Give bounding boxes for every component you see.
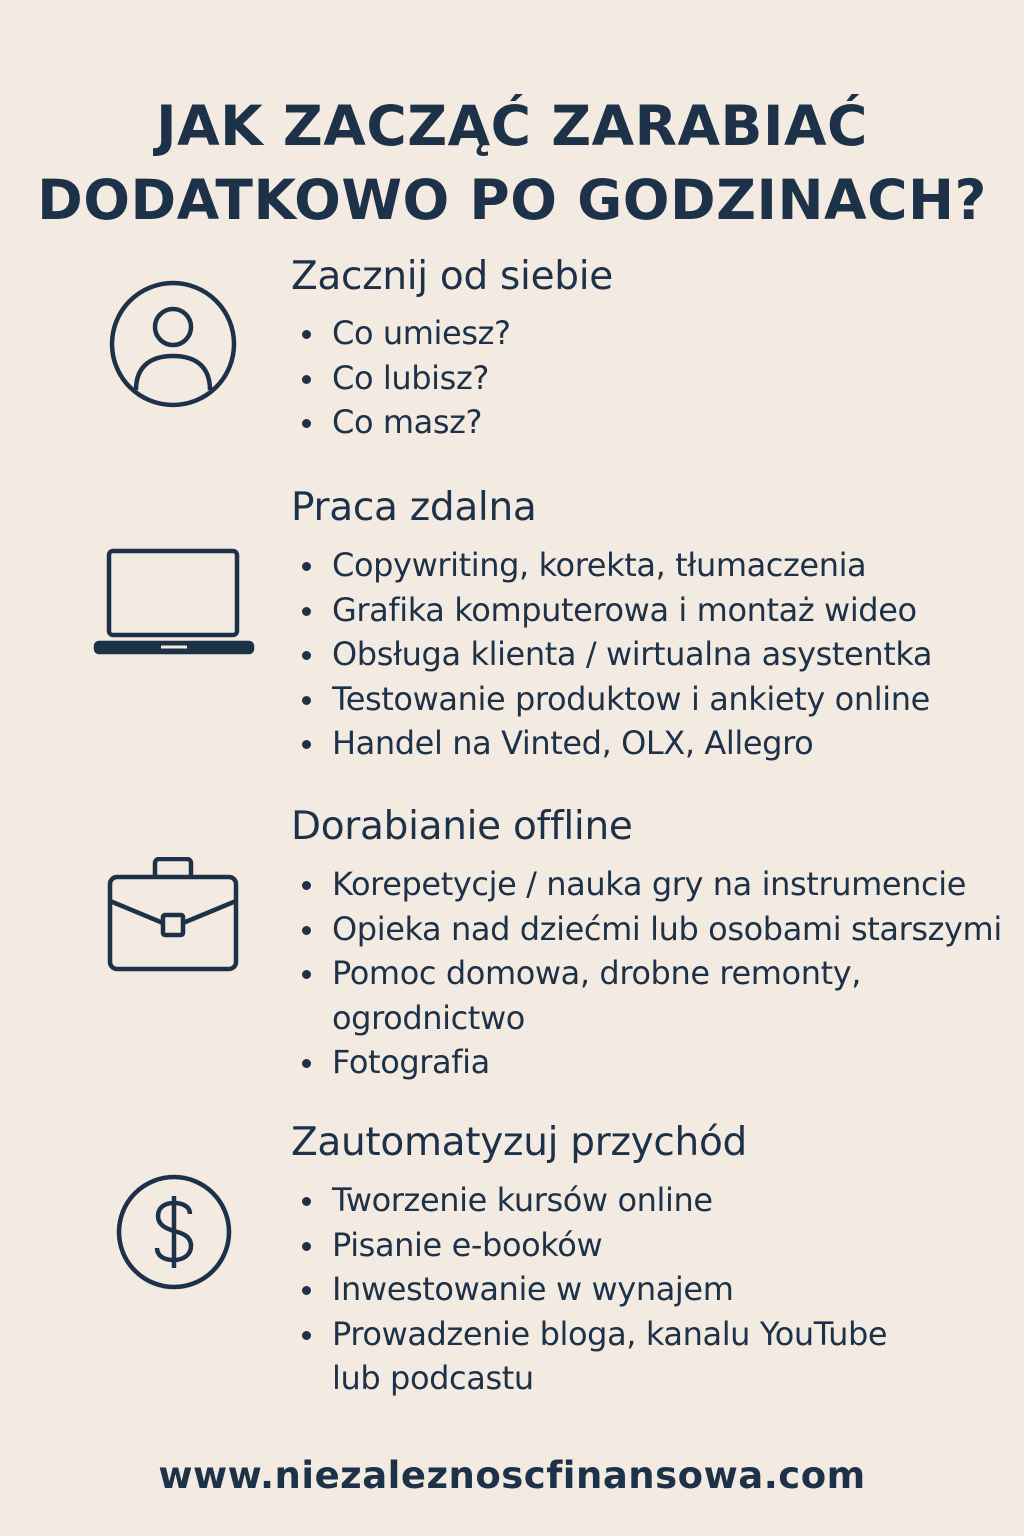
briefcase-icon — [107, 857, 239, 973]
list-item: Co masz? — [296, 400, 511, 445]
list-item: Copywriting, korekta, tłumaczenia — [296, 543, 932, 588]
list-item: Pisanie e-booków — [296, 1223, 887, 1268]
section-title: Zacznij od siebie — [291, 254, 613, 299]
list-item: Fotografia — [296, 1040, 1002, 1085]
section-list — [296, 311, 511, 445]
list-item: Prowadzenie bloga, kanalu YouTube — [296, 1312, 887, 1357]
list-item: Inwestowanie w wynajem — [296, 1267, 887, 1312]
page-title — [0, 89, 1024, 237]
list-item: Testowanie produktow i ankiety online — [296, 677, 932, 722]
list-item: Pomoc domowa, drobne remonty, — [296, 951, 1002, 996]
list-item: Tworzenie kursów online — [296, 1178, 887, 1223]
list-item: Grafika komputerowa i montaż wideo — [296, 588, 932, 633]
section-list — [296, 862, 1002, 1085]
section-list — [296, 543, 932, 766]
section-title: Dorabianie offline — [291, 804, 633, 849]
list-item: Obsługa klienta / wirtualna asystentka — [296, 632, 932, 677]
dollar-icon — [116, 1174, 232, 1290]
section-title: Praca zdalna — [291, 485, 537, 530]
list-item: Korepetycje / nauka gry na instrumencie — [296, 862, 1002, 907]
person-icon — [109, 280, 237, 408]
website-link[interactable]: www.niezaleznoscfinansowa.com — [158, 1454, 866, 1497]
list-item: Co lubisz? — [296, 356, 511, 401]
list-item: Opieka nad dziećmi lub osobami starszymi — [296, 907, 1002, 952]
title-line-2: DODATKOWO PO GODZINACH? — [37, 167, 987, 232]
list-item-continuation: lub podcastu — [332, 1359, 534, 1397]
list-item: Co umiesz? — [296, 311, 511, 356]
list-item: Handel na Vinted, OLX, Allegro — [296, 721, 932, 766]
section-title: Zautomatyzuj przychód — [291, 1120, 747, 1165]
section-list — [296, 1178, 887, 1401]
title-line-1: JAK ZACZĄĆ ZARABIAĆ — [156, 93, 868, 158]
laptop-icon — [93, 548, 255, 660]
list-item-continuation: ogrodnictwo — [332, 998, 525, 1037]
